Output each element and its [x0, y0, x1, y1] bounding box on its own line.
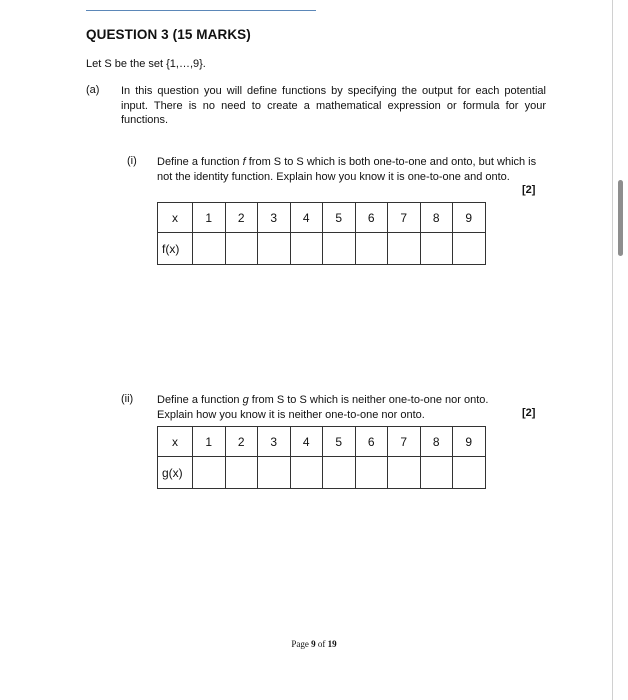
table-g-header-cell: 8 [420, 427, 453, 457]
part-i-text-after: from S to S which is both one-to-one and onto, but which is not the identity function. Explain how you know it is one-to-one and onto. [157, 156, 537, 183]
table-f-value-cell[interactable] [388, 233, 421, 265]
table-g-header-cell: 4 [290, 427, 323, 457]
table-f-header-cell: 3 [258, 203, 291, 233]
part-i-text-before: Define a function [157, 156, 243, 168]
table-g-header-cell: x [158, 427, 193, 457]
scrollbar-thumb[interactable] [618, 180, 623, 256]
part-i-text [157, 155, 542, 184]
table-g-header-cell: 9 [453, 427, 486, 457]
page-footer [0, 639, 628, 649]
table-f-header-cell: 9 [453, 203, 486, 233]
table-f-header-row [158, 203, 486, 233]
footer-page-word: Page [291, 639, 309, 649]
table-f-value-cell[interactable] [193, 233, 226, 265]
footer-page-number: 9 [311, 639, 316, 649]
footer-total-pages: 19 [327, 639, 337, 649]
part-i-func-symbol: f [242, 156, 246, 168]
table-g-header-cell: 7 [388, 427, 421, 457]
table-g-value-cell[interactable] [193, 457, 226, 489]
table-f-header-cell: 6 [355, 203, 388, 233]
part-a-label: (a) [86, 84, 100, 96]
footer-of-word: of [317, 639, 326, 649]
table-f-header-cell: 5 [323, 203, 356, 233]
table-g-row-label: g(x) [158, 457, 193, 489]
table-g-header-cell: 3 [258, 427, 291, 457]
table-g-value-cell[interactable] [355, 457, 388, 489]
part-i-label: (i) [127, 155, 137, 167]
table-f-header-cell: 4 [290, 203, 323, 233]
table-g-header-cell: 1 [193, 427, 226, 457]
function-table-g [157, 426, 486, 489]
function-table-f [157, 202, 486, 265]
part-ii-marks: [2] [522, 407, 536, 419]
table-f-value-row [158, 233, 486, 265]
table-f-value-cell[interactable] [453, 233, 486, 265]
table-f-value-cell[interactable] [420, 233, 453, 265]
table-g-value-row [158, 457, 486, 489]
table-g-value-cell[interactable] [453, 457, 486, 489]
part-ii-label: (ii) [121, 393, 134, 405]
table-f-value-cell[interactable] [258, 233, 291, 265]
part-ii-text-after: from S to S which is neither one-to-one nor onto. Explain how you know it is neither one-to-one nor onto. [157, 394, 489, 421]
part-a-text: In this question you will define functions by specifying the output for each potential input. There is no need to create a mathematical expression or formula for your functions. [121, 85, 546, 126]
part-ii-text-before: Define a function [157, 394, 243, 406]
table-f-header-cell: x [158, 203, 193, 233]
table-g-value-cell[interactable] [225, 457, 258, 489]
table-f-header-cell: 7 [388, 203, 421, 233]
table-g-header-cell: 5 [323, 427, 356, 457]
table-f-value-cell[interactable] [290, 233, 323, 265]
question-title: QUESTION 3 (15 MARKS) [86, 27, 251, 42]
table-g-value-cell[interactable] [258, 457, 291, 489]
table-g-value-cell[interactable] [420, 457, 453, 489]
table-g-header-cell: 6 [355, 427, 388, 457]
table-f-header-cell: 1 [193, 203, 226, 233]
table-f-header-cell: 2 [225, 203, 258, 233]
table-f-row-label: f(x) [158, 233, 193, 265]
part-ii-text [157, 393, 527, 422]
table-f-header-cell: 8 [420, 203, 453, 233]
table-g-value-cell[interactable] [388, 457, 421, 489]
part-i-marks: [2] [522, 184, 536, 196]
top-rule [86, 10, 316, 11]
table-g-header-row [158, 427, 486, 457]
part-ii-func-symbol: g [242, 394, 249, 406]
question-intro: Let S be the set {1,…,9}. [86, 58, 206, 70]
table-f-value-cell[interactable] [323, 233, 356, 265]
table-g-value-cell[interactable] [290, 457, 323, 489]
table-f-value-cell[interactable] [225, 233, 258, 265]
table-g-header-cell: 2 [225, 427, 258, 457]
table-g-value-cell[interactable] [323, 457, 356, 489]
table-f-value-cell[interactable] [355, 233, 388, 265]
